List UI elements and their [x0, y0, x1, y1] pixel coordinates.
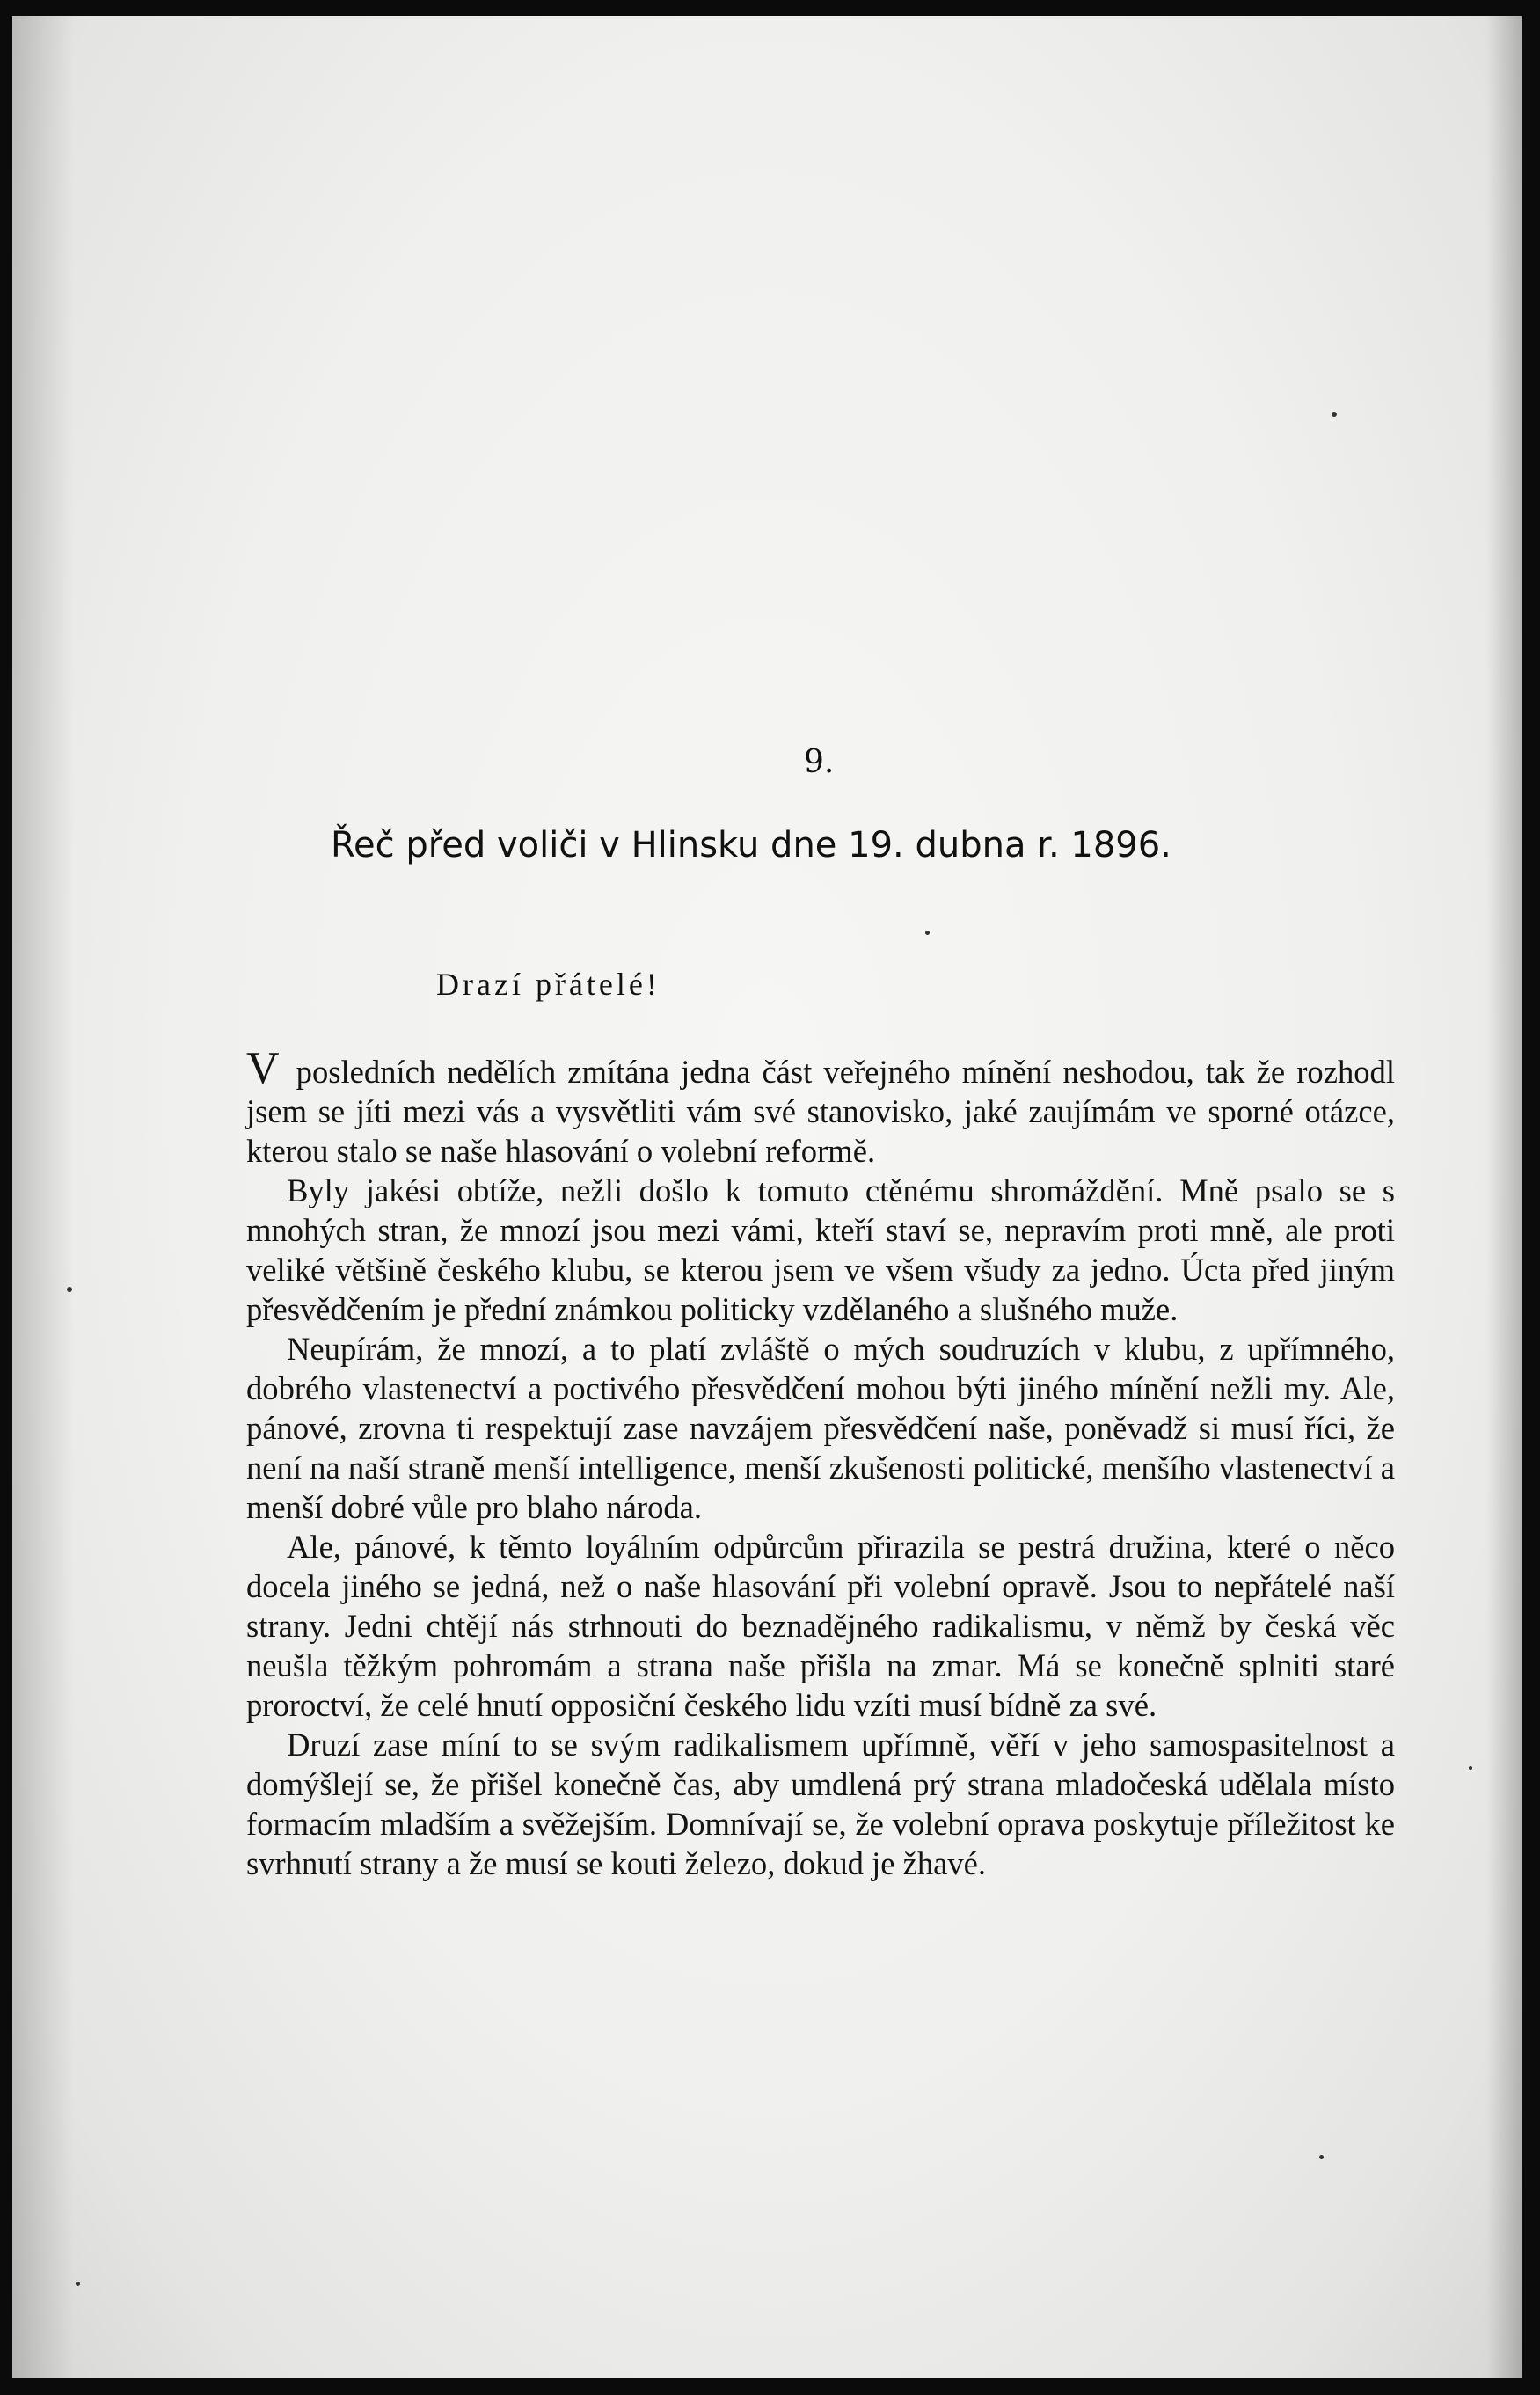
scan-speck — [67, 1287, 72, 1292]
salutation: Drazí přátelé! — [436, 967, 661, 1002]
paragraph-text: posledních nedělích zmítána jedna část veřejného mínění neshodou, tak že rozhodl jsem se jíti mezi vás a vysvětliti vám své stanovisko, jaké zaujímám ve sporné otázce, kterou stalo se naše hlasování o volební reformě. — [246, 1054, 1395, 1169]
chapter-number: 9. — [804, 744, 835, 780]
paragraph: Byly jakési obtíže, nežli došlo k tomuto ctěnému shromáždění. Mně psalo se s mnohých stran, že mnozí jsou mezi vámi, kteří staví se, nepravím proti mně, ale proti veliké většině českého klubu, se kterou jsem ve všem všudy za jedno. Úcta před jiným přesvědčením je přední známkou politicky vzdělaného a slušného muže. — [246, 1172, 1395, 1327]
scan-speck — [76, 2282, 80, 2286]
drop-cap: V — [246, 1043, 280, 1093]
page-shadow-right — [1486, 16, 1522, 2378]
paragraph — [246, 1043, 1395, 1171]
paragraph: Druzí zase míní to se svým radikalismem upřímně, věří v jeho samospasitelnost a domýšlejí se, že přišel konečně čas, aby umdlená prý strana mladočeská udělala místo formacím mladším a svěžejším. Domnívají se, že volební oprava poskytuje příležitost ke svrhnutí strany a že musí se kouti železo, dokud je žhavé. — [246, 1727, 1395, 1881]
paragraph: Neupírám, že mnozí, a to platí zvláště o mých soudruzích v klubu, z upřímného, dobrého vlastenectví a poctivého přesvědčení mohou býti jiného mínění nežli my. Ale, pánové, zrovna ti respektují zase navzájem přesvědčení naše, poněvadž si musí říci, že není na naší straně menší intelligence, menší zkušenosti politické, menšího vlastenectví a menší dobré vůle pro blaho národa. — [246, 1331, 1395, 1525]
scan-speck — [925, 931, 930, 935]
paragraph: Ale, pánové, k těmto loyálním odpůrcům přirazila se pestrá družina, které o něco docela jiného se jedná, než o naše hlasování při volební opravě. Jsou to nepřátelé naší strany. Jedni chtějí nás strhnouti do beznadějného radikalismu, v němž by česká věc neušla těžkým pohromám a strana naše přišla na zmar. Má se konečně splniti staré proroctví, že celé hnutí opposiční českého lidu vzíti musí bídně za své. — [246, 1529, 1395, 1723]
body-text — [246, 1043, 1395, 1883]
scan-speck — [1319, 2155, 1324, 2159]
book-page — [12, 16, 1522, 2378]
scan-speck — [1332, 412, 1337, 417]
page-shadow-left — [12, 16, 74, 2378]
chapter-title: Řeč před voliči v Hlinsku dne 19. dubna r. 1896. — [331, 825, 1171, 865]
scan-speck — [1469, 1766, 1472, 1770]
